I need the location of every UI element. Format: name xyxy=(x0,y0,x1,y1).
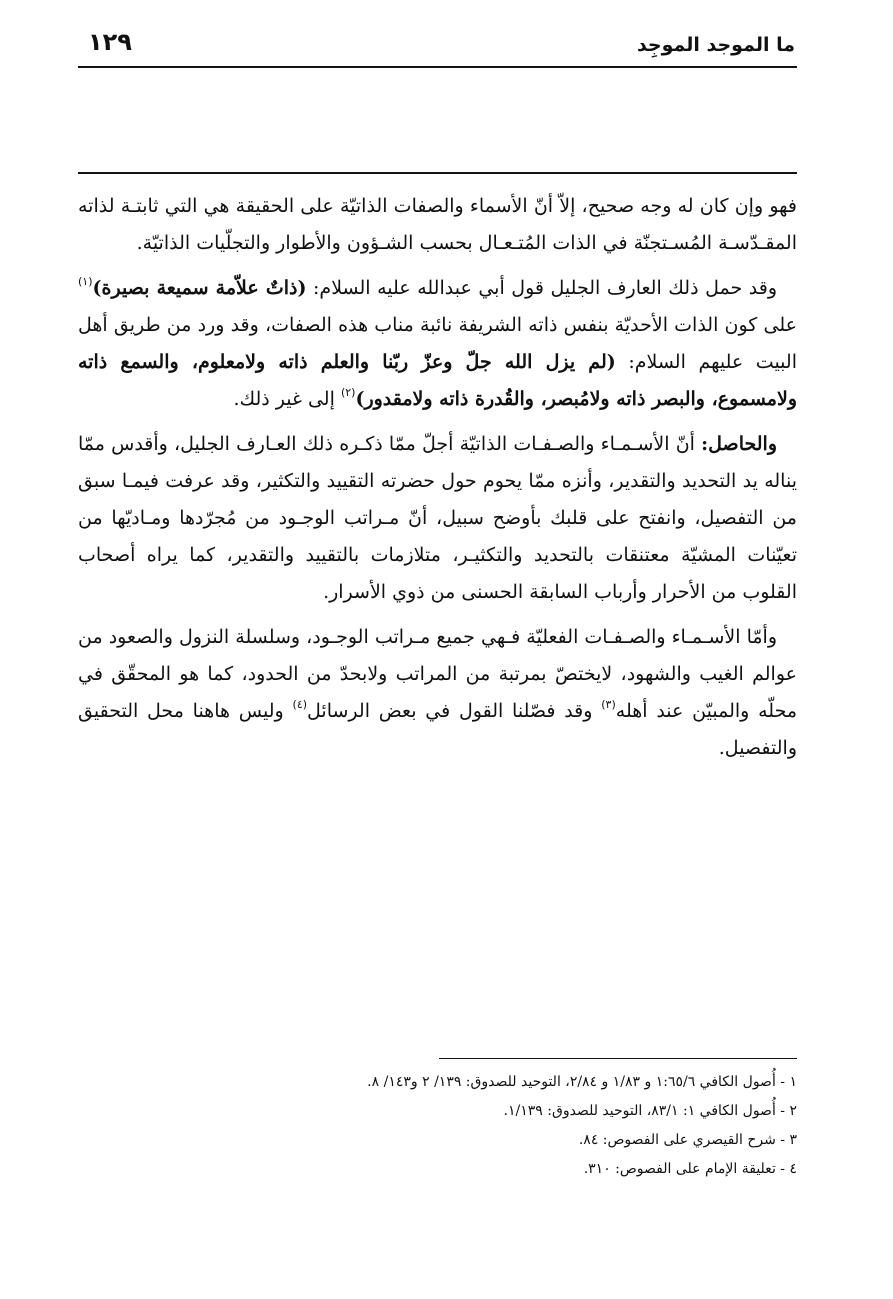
footnote-3: ٣ - شرح القيصري على الفصوص: ٨٤. xyxy=(578,1132,797,1148)
footnote-1: ١ - أُصول الكافي ١:٦٥/٦ و ١/٨٣ و ٢/٨٤، التوحيد للصدوق: ١٣٩/ ٢ و١٤٣/ ٨. xyxy=(367,1074,797,1090)
paragraph-4-middle: وقد فصّلنا القول في بعض الرسائل xyxy=(307,700,593,722)
footnote-marker-1: (١) xyxy=(78,275,93,288)
hadith-quote-2: (لم يزل الله جلّ وعزّ ربّنا والعلم ذاته ولامعلوم، والسمع ذاته ولامسموع، والبصر ذاته ولامُبصر، والقُدرة ذاته ولامقدور) xyxy=(78,351,797,410)
paragraph-4-start: وأمّا الأسـمـاء والصـفـات الفعليّة فـهي جميع مـراتب الوجـود، وسلسلة النزول والصعود من عوالم الغيب والشهود، لايختصّ بمرتبة من المراتب ولابحدّ من الحدود، كما هو المحقّق في محلّه والمبيّن عند أهله xyxy=(78,626,798,722)
paragraph-4 xyxy=(78,619,797,767)
header-rule xyxy=(78,66,797,68)
paragraph-3 xyxy=(78,426,797,611)
footnote-rule xyxy=(439,1058,797,1059)
paragraph-2 xyxy=(78,270,797,418)
running-head xyxy=(60,28,795,68)
paragraph-2-middle: على كون الذات الأحديّة بنفس ذاته الشريفة نائبة مناب هذه الصفات، وقد ورد من طريق أهل البيت عليهم السلام: xyxy=(78,314,797,373)
body-top-rule xyxy=(78,172,797,174)
running-title: ما الموجد الموجِد xyxy=(636,34,795,56)
footnote-marker-4: (٤) xyxy=(292,698,308,711)
paragraph-4-end: وليس هاهنا محل التحقيق والتفصيل. xyxy=(78,700,797,759)
paragraph-1: فهو وإن كان له وجه صحيح، إلاّ أنّ الأسماء والصفات الذاتيّة على الحقيقة هي التي ثابتـة لذاته المقـدّسـة المُسـتجنّة في الذات المُتـعـال بحسب الشـؤون والأطوار والتجلّيات الذاتيّة. xyxy=(78,195,797,254)
main-text xyxy=(78,188,797,775)
footnote-4: ٤ - تعليقة الإمام على الفصوص: ٣١٠. xyxy=(583,1161,797,1177)
footnote-marker-2: (٢) xyxy=(340,386,356,399)
footnote-2: ٢ - أُصول الكافي ١: ٨٣/١، التوحيد للصدوق: ١/١٣٩. xyxy=(503,1103,797,1119)
footnote-marker-3: (٣) xyxy=(601,698,616,711)
paragraph-2-intro: وقد حمل ذلك العارف الجليل قول أبي عبدالله عليه السلام: xyxy=(313,277,777,299)
conclusion-label: والحاصل: xyxy=(701,433,777,455)
paragraph-2-end: إلى غير ذلك. xyxy=(233,388,335,410)
page-number: ١٢٩ xyxy=(88,28,132,56)
paragraph-3-text: أنّ الأسـمـاء والصـفـات الذاتيّة أجلّ ممّا ذكـره ذلك العـارف الجليل، وأقدس ممّا يناله يد التحديد والتقدير، وأنزه ممّا يحوم حول حضرته التقييد والتكثير، وقد عرفت فيمـا سبق من التفصيل، وانفتح على قلبك بأوضح سبيل، أنّ مـراتب الوجـود من مُجرّدها ومـاديّها من تعيّنات المشيّة معتنقات بالتحديد والتكثيـر، متلازمات بالتقييد والتقدير، كما يراه أصحاب القلوب من الأحرار وأرباب السابقة الحسنى من ذوي الأسرار. xyxy=(78,433,797,603)
footnotes xyxy=(78,1068,797,1184)
hadith-quote-1: (ذاتٌ علاّمة سميعة بصيرة) xyxy=(92,277,307,299)
